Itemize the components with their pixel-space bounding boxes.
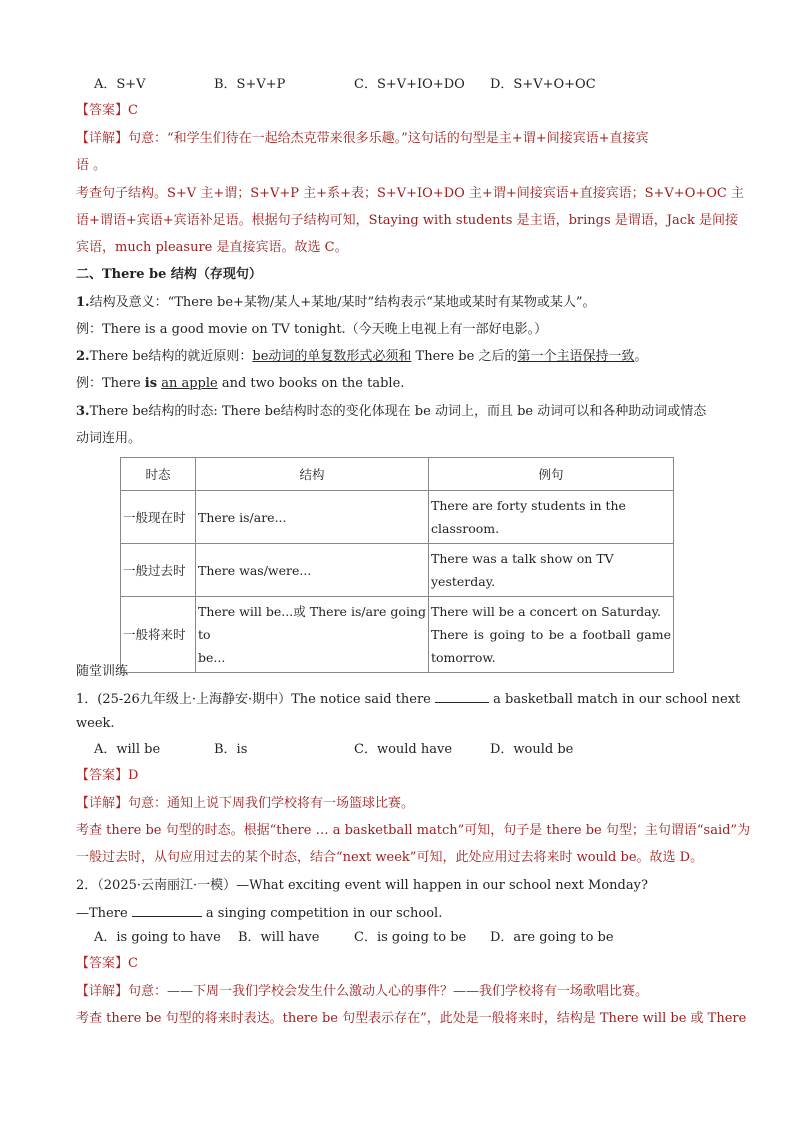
question-1-stem-post: a basketball match in our school next xyxy=(489,692,741,707)
point-3-number: 3. xyxy=(76,404,90,419)
structure-cell: There was/were... xyxy=(196,544,429,597)
option-c: C．is going to be xyxy=(354,930,467,945)
analysis-line-2: 语+谓语+宾语+宾语补足语。根据句子结构可知，Staying with students 是主语，brings 是谓语，Jack 是间接 xyxy=(76,213,739,228)
example-line: tomorrow. xyxy=(431,650,496,665)
question-1-stem-line-2: week. xyxy=(76,716,115,731)
answer-blank[interactable] xyxy=(132,903,202,917)
example-cell: There was a talk show on TV yesterday. xyxy=(429,544,674,597)
example-cell xyxy=(429,597,674,673)
option-b: B．will have xyxy=(238,930,320,945)
example-cell: There are forty students in the classroom. xyxy=(429,491,674,544)
option-c: C．would have xyxy=(354,742,453,757)
point-2-mid: There be 之后的 xyxy=(411,349,518,364)
answer-value: C xyxy=(128,956,138,971)
question-2-stem: 2．（2025·云南丽江·一模）—What exciting event will happen in our school next Monday? xyxy=(76,878,648,893)
detail-line xyxy=(76,795,414,813)
structure-line: There will be...或 There is/are going to xyxy=(198,604,426,642)
structure-line: be... xyxy=(198,650,226,665)
detail-label: 【详解】 xyxy=(76,796,129,811)
tense-table xyxy=(120,457,674,673)
question-2-stem-line-2 xyxy=(76,903,442,923)
example-2-pre: 例：There xyxy=(76,376,145,391)
table-header: 例句 xyxy=(429,458,674,491)
detail-label: 【详解】 xyxy=(76,131,129,146)
point-3 xyxy=(76,403,706,421)
point-1-number: 1. xyxy=(76,295,90,310)
answer-value: D xyxy=(128,768,139,783)
point-2 xyxy=(76,348,647,366)
section-heading: 二、There be 结构（存现句） xyxy=(76,267,262,282)
table-header: 时态 xyxy=(121,458,196,491)
example-2-bold: is xyxy=(144,376,158,391)
option-c: C．S+V+IO+DO xyxy=(354,77,465,92)
detail-line xyxy=(76,983,648,1001)
option-d: D．S+V+O+OC xyxy=(490,77,596,92)
answer-line xyxy=(76,102,138,120)
structure-cell xyxy=(196,597,429,673)
practice-heading: 随堂训练 xyxy=(76,664,129,679)
point-1 xyxy=(76,294,596,312)
table-row xyxy=(121,544,674,597)
answer-line xyxy=(76,767,138,785)
point-2-underline-2: 第一个主语保持一致 xyxy=(517,349,635,364)
tense-cell: 一般将来时 xyxy=(121,597,196,673)
question-1-stem-pre: 1．(25-26九年级上·上海静安·期中）The notice said there xyxy=(76,692,436,707)
answer-value: C xyxy=(128,103,138,118)
answer-label: 【答案】 xyxy=(76,956,129,971)
table-row xyxy=(121,597,674,673)
point-2-number: 2. xyxy=(76,349,90,364)
detail-label: 【详解】 xyxy=(76,984,129,999)
structure-cell: There is/are... xyxy=(196,491,429,544)
answer-line xyxy=(76,955,138,973)
example-line: There is going to be a football game xyxy=(431,627,671,642)
answer-blank[interactable] xyxy=(435,689,489,703)
point-2-underline-1: be动词的单复数形式必须和 xyxy=(252,349,412,364)
question-2-stem-post: a singing competition in our school. xyxy=(201,906,443,921)
point-1-text: 结构及意义：“There be+某物/某人+某地/某时”结构表示“某地或某时有某物或某人”。 xyxy=(89,295,596,310)
question-1-stem xyxy=(76,689,740,709)
detail-line-2: 语 。 xyxy=(76,158,107,173)
analysis-line-1: 考查 there be 句型的将来时表达。there be 句型表示存在”，此处是一般将来时，结构是 There will be 或 There xyxy=(76,1011,747,1026)
example-1: 例：There is a good movie on TV tonight.（今天晚上电视上有一部好电影。） xyxy=(76,322,548,337)
tense-cell: 一般过去时 xyxy=(121,544,196,597)
table-header: 结构 xyxy=(196,458,429,491)
example-line: There will be a concert on Saturday. xyxy=(431,604,661,619)
option-a: A．S+V xyxy=(94,77,146,92)
option-b: B．S+V+P xyxy=(214,77,286,92)
point-3-text: There be结构的时态: There be结构时态的变化体现在 be 动词上，而且 be 动词可以和各种助动词或情态 xyxy=(89,404,707,419)
option-b: B．is xyxy=(214,742,248,757)
detail-line xyxy=(76,130,649,148)
option-d: D．are going to be xyxy=(490,930,614,945)
answer-label: 【答案】 xyxy=(76,103,129,118)
analysis-line-1: 考查 there be 句型的时态。根据“there … a basketball match”可知，句子是 there be 句型；主句谓语“said”为 xyxy=(76,823,751,838)
example-2-post: and two books on the table. xyxy=(217,376,405,391)
detail-text: 句意：通知上说下周我们学校将有一场篮球比赛。 xyxy=(128,796,415,811)
example-2-underline: an apple xyxy=(161,376,218,391)
analysis-line-1: 考查句子结构。S+V 主+谓；S+V+P 主+系+表；S+V+IO+DO 主+谓+间接宾语+直接宾语；S+V+O+OC 主 xyxy=(76,186,744,201)
point-2-end: 。 xyxy=(634,349,648,364)
option-a: A．is going to have xyxy=(94,930,221,945)
table-header-row xyxy=(121,458,674,491)
example-2 xyxy=(76,375,404,393)
table-row xyxy=(121,491,674,544)
detail-text: 句意：“和学生们待在一起给杰克带来很多乐趣。”这句话的句型是主+谓+间接宾语+直接宾 xyxy=(128,131,649,146)
analysis-line-3: 宾语，much pleasure 是直接宾语。故选 C。 xyxy=(76,240,348,255)
answer-label: 【答案】 xyxy=(76,768,129,783)
tense-cell: 一般现在时 xyxy=(121,491,196,544)
question-2-stem-pre: —There xyxy=(76,906,132,921)
point-3-line-2: 动词连用。 xyxy=(76,431,142,446)
point-2-text: There be结构的就近原则： xyxy=(89,349,253,364)
analysis-line-2: 一般过去时，从句应用过去的某个时态，结合“next week”可知，此处应用过去将来时 would be。故选 D。 xyxy=(76,850,704,865)
option-d: D．would be xyxy=(490,742,574,757)
option-a: A．will be xyxy=(94,742,161,757)
detail-text: 句意：——下周一我们学校会发生什么激动人心的事件？——我们学校将有一场歌唱比赛。 xyxy=(128,984,649,999)
